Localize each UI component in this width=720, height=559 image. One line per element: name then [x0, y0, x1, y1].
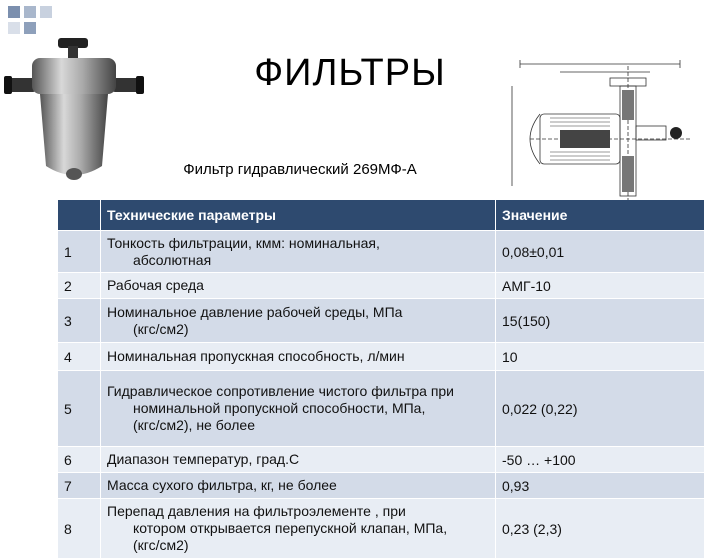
row-number: 3 — [58, 299, 101, 343]
parameter-line: (кгс/см2), не более — [133, 417, 255, 433]
row-parameter — [101, 499, 496, 559]
row-number: 2 — [58, 273, 101, 299]
table-row — [58, 473, 704, 499]
row-parameter — [101, 231, 496, 273]
parameter-line: абсолютная — [133, 251, 212, 268]
table-row — [58, 299, 704, 343]
filter-subtitle: Фильтр гидравлический 269МФ-А — [183, 161, 417, 178]
corner-squares-decoration — [6, 4, 66, 38]
parameter-line: Перепад давления на фильтроэлементе , при — [107, 503, 406, 519]
parameters-table — [58, 200, 704, 559]
row-parameter: Диапазон температур, град.С — [101, 447, 496, 473]
row-value: АМГ-10 — [496, 273, 705, 299]
parameter-line: номинальной пропускной способности, МПа, — [133, 400, 426, 416]
row-parameter — [101, 299, 496, 343]
row-parameter: Масса сухого фильтра, кг, не более — [101, 473, 496, 499]
parameter-line: Тонкость фильтрации, кмм: номинальная, — [107, 234, 380, 251]
row-number: 7 — [58, 473, 101, 499]
table-row — [58, 447, 704, 473]
header-value: Значение — [496, 200, 705, 231]
row-number: 4 — [58, 343, 101, 371]
row-value: -50 … +100 — [496, 447, 705, 473]
row-value: 15(150) — [496, 299, 705, 343]
parameter-line: Номинальное давление рабочей среды, МПа — [107, 303, 403, 320]
table-row — [58, 371, 704, 447]
parameter-line: котором открывается перепускной клапан, МПа, — [133, 520, 448, 536]
row-value: 0,93 — [496, 473, 705, 499]
technical-drawing — [500, 56, 700, 208]
filter-photo — [2, 34, 148, 190]
table-row — [58, 231, 704, 273]
header-number — [58, 200, 101, 231]
row-value: 0,23 (2,3) — [496, 499, 705, 559]
row-value: 0,022 (0,22) — [496, 371, 705, 447]
table-row — [58, 499, 704, 559]
page-title: ФИЛЬТРЫ — [254, 52, 446, 94]
row-parameter — [101, 371, 496, 447]
row-number: 6 — [58, 447, 101, 473]
row-value: 10 — [496, 343, 705, 371]
row-number: 8 — [58, 499, 101, 559]
row-number: 1 — [58, 231, 101, 273]
parameter-line: (кгс/см2) — [133, 320, 189, 337]
table-row — [58, 343, 704, 371]
row-parameter: Номинальная пропускная способность, л/мин — [101, 343, 496, 371]
parameter-line: Гидравлическое сопротивление чистого фильтра при — [107, 383, 455, 399]
row-parameter: Рабочая среда — [101, 273, 496, 299]
header-parameters: Технические параметры — [101, 200, 496, 231]
table-row — [58, 273, 704, 299]
row-number: 5 — [58, 371, 101, 447]
row-value: 0,08±0,01 — [496, 231, 705, 273]
parameter-line: (кгс/см2) — [133, 537, 189, 553]
table-header-row — [58, 200, 704, 231]
